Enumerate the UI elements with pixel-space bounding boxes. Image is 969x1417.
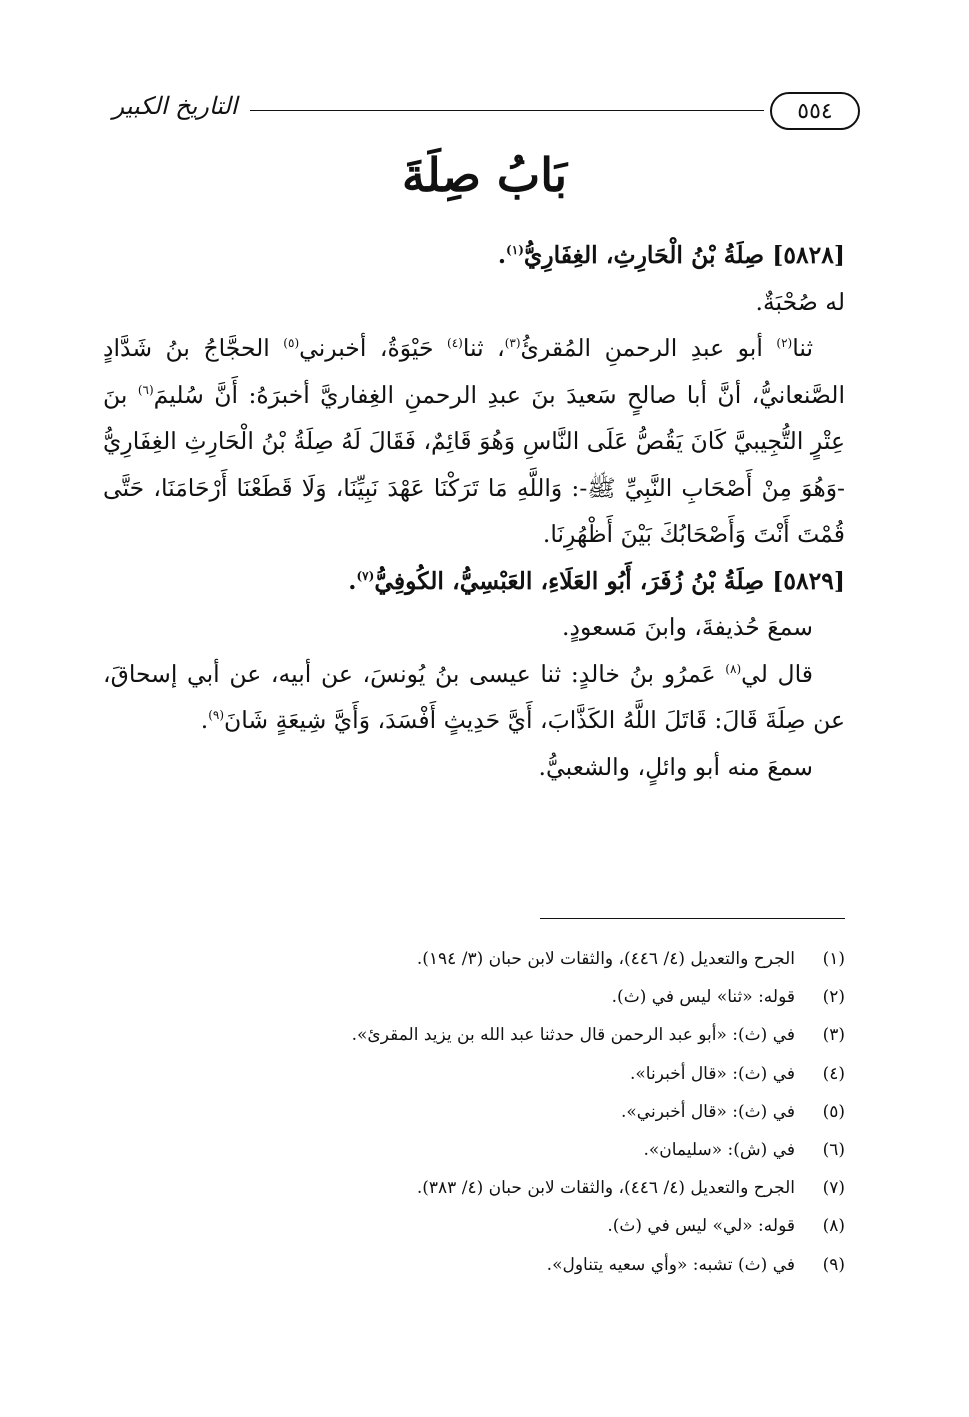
hadith-paragraph: ثنا$^{(٢)}$ أبو عبدِ الرحمنِ المُقرئُ$^{(٣)}$، ثنا$^{(٤)}$ حَيْوَةُ، أخبرني$^{(٥)}$ الحجَّاجُ بنُ شَدَّادٍ الصَّنعانيُّ، أنَّ أبا صالحٍ سَعيدَ بنَ عبدِ الرحمنِ الغِفاريَّ أخبرَهُ: أَنَّ سُليمَ$^{(٦)}$ بنَ عِتْرٍ التُّجِيبيَّ كَانَ يَقُصُّ عَلَى النَّاسِ وَهُوَ قَائِمٌ، فَقَالَ لَهُ صِلَةُ بْنُ الْحَارِثِ الغِفَارِيُّ -وَهُوَ مِنْ أَصْحَابِ النَّبِيِّ ﷺ-: وَاللَّهِ مَا تَرَكْنَا عَهْدَ نَبِيِّنَا، وَلَا قَطَعْنَا أَرْحَامَنَا، حَتَّى قُمْتَ أَنْتَ وَأَصْحَابُكَ بَيْنَ أَظْهُرِنَا. [103,334,845,548]
footnote: (٤) في (ث): «قال أخبرنا». [629,1063,845,1084]
entry-line: له صُحْبَةٌ. [755,287,845,316]
book-title: التاريخ الكبير [112,92,238,120]
entry-heading-5829: [٥٨٢٩] صِلَةُ بْنُ زُفَرَ، أَبُو العَلَاءِ، العَبْسِيُّ، الكُوفِيُّ$^{(٧)}$. [348,566,845,595]
footnote: (٦) في (ش): «سليمان». [643,1140,845,1161]
footnote: (٢) قوله: «ثنا» ليس في (ث). [611,987,845,1008]
footnote: (٣) في (ث): «أبو عبد الرحمن قال حدثنا عبد الله بن يزيد المقرئ». [351,1025,845,1046]
footnote: (٨) قوله: «لي» ليس في (ث). [607,1216,845,1237]
entry-line: سمعَ منه أبو وائلٍ، والشعبيُّ. [538,752,813,781]
header-rule [250,110,764,111]
footnote: (٧) الجرح والتعديل (٤/ ٤٤٦)، والثقات لابن حبان (٤/ ٣٨٣). [416,1178,845,1199]
entry-heading-5828: [٥٨٢٨] صِلَةُ بْنُ الْحَارِثِ، الغِفَارِيُّ$^{(١)}$. [497,241,845,269]
main-text [103,232,845,790]
footnote: (٩) في (ث) تشبه: «وأي سعيه يتناول». [546,1254,845,1275]
footnote: (٥) في (ث): «قال أخبرني». [620,1101,845,1122]
page-number-badge [770,92,860,130]
footnote-ref: (٧) [356,568,375,583]
footnote-divider [540,918,845,919]
entry-line: سمعَ حُذيفةَ، وابنَ مَسعودٍ. [562,613,813,641]
page-number: ٥٥٤ [797,98,833,124]
footnote-ref: (١) [506,243,524,258]
footnote: (١) الجرح والتعديل (٤/ ٤٤٦)، والثقات لابن حبان (٣/ ١٩٤). [416,949,845,969]
chapter-title: بَابُ صِلَةَ [401,148,568,202]
page-header [110,92,860,132]
hadith-paragraph-2: قال لي$^{(٨)}$ عَمرُو بنُ خالدٍ: ثنا عيسى بنُ يُونسَ، عن أبيه، عن أبي إسحاقَ، عن صِلَةَ قَالَ: قَاتَلَ اللَّهُ الكَذَّابَ، أَيَّ حَدِيثٍ أَفْسَدَ، وَأَيَّ شِيعَةٍ شَانَ$^{(٩)}$. [103,659,845,734]
footnotes [110,940,845,1284]
